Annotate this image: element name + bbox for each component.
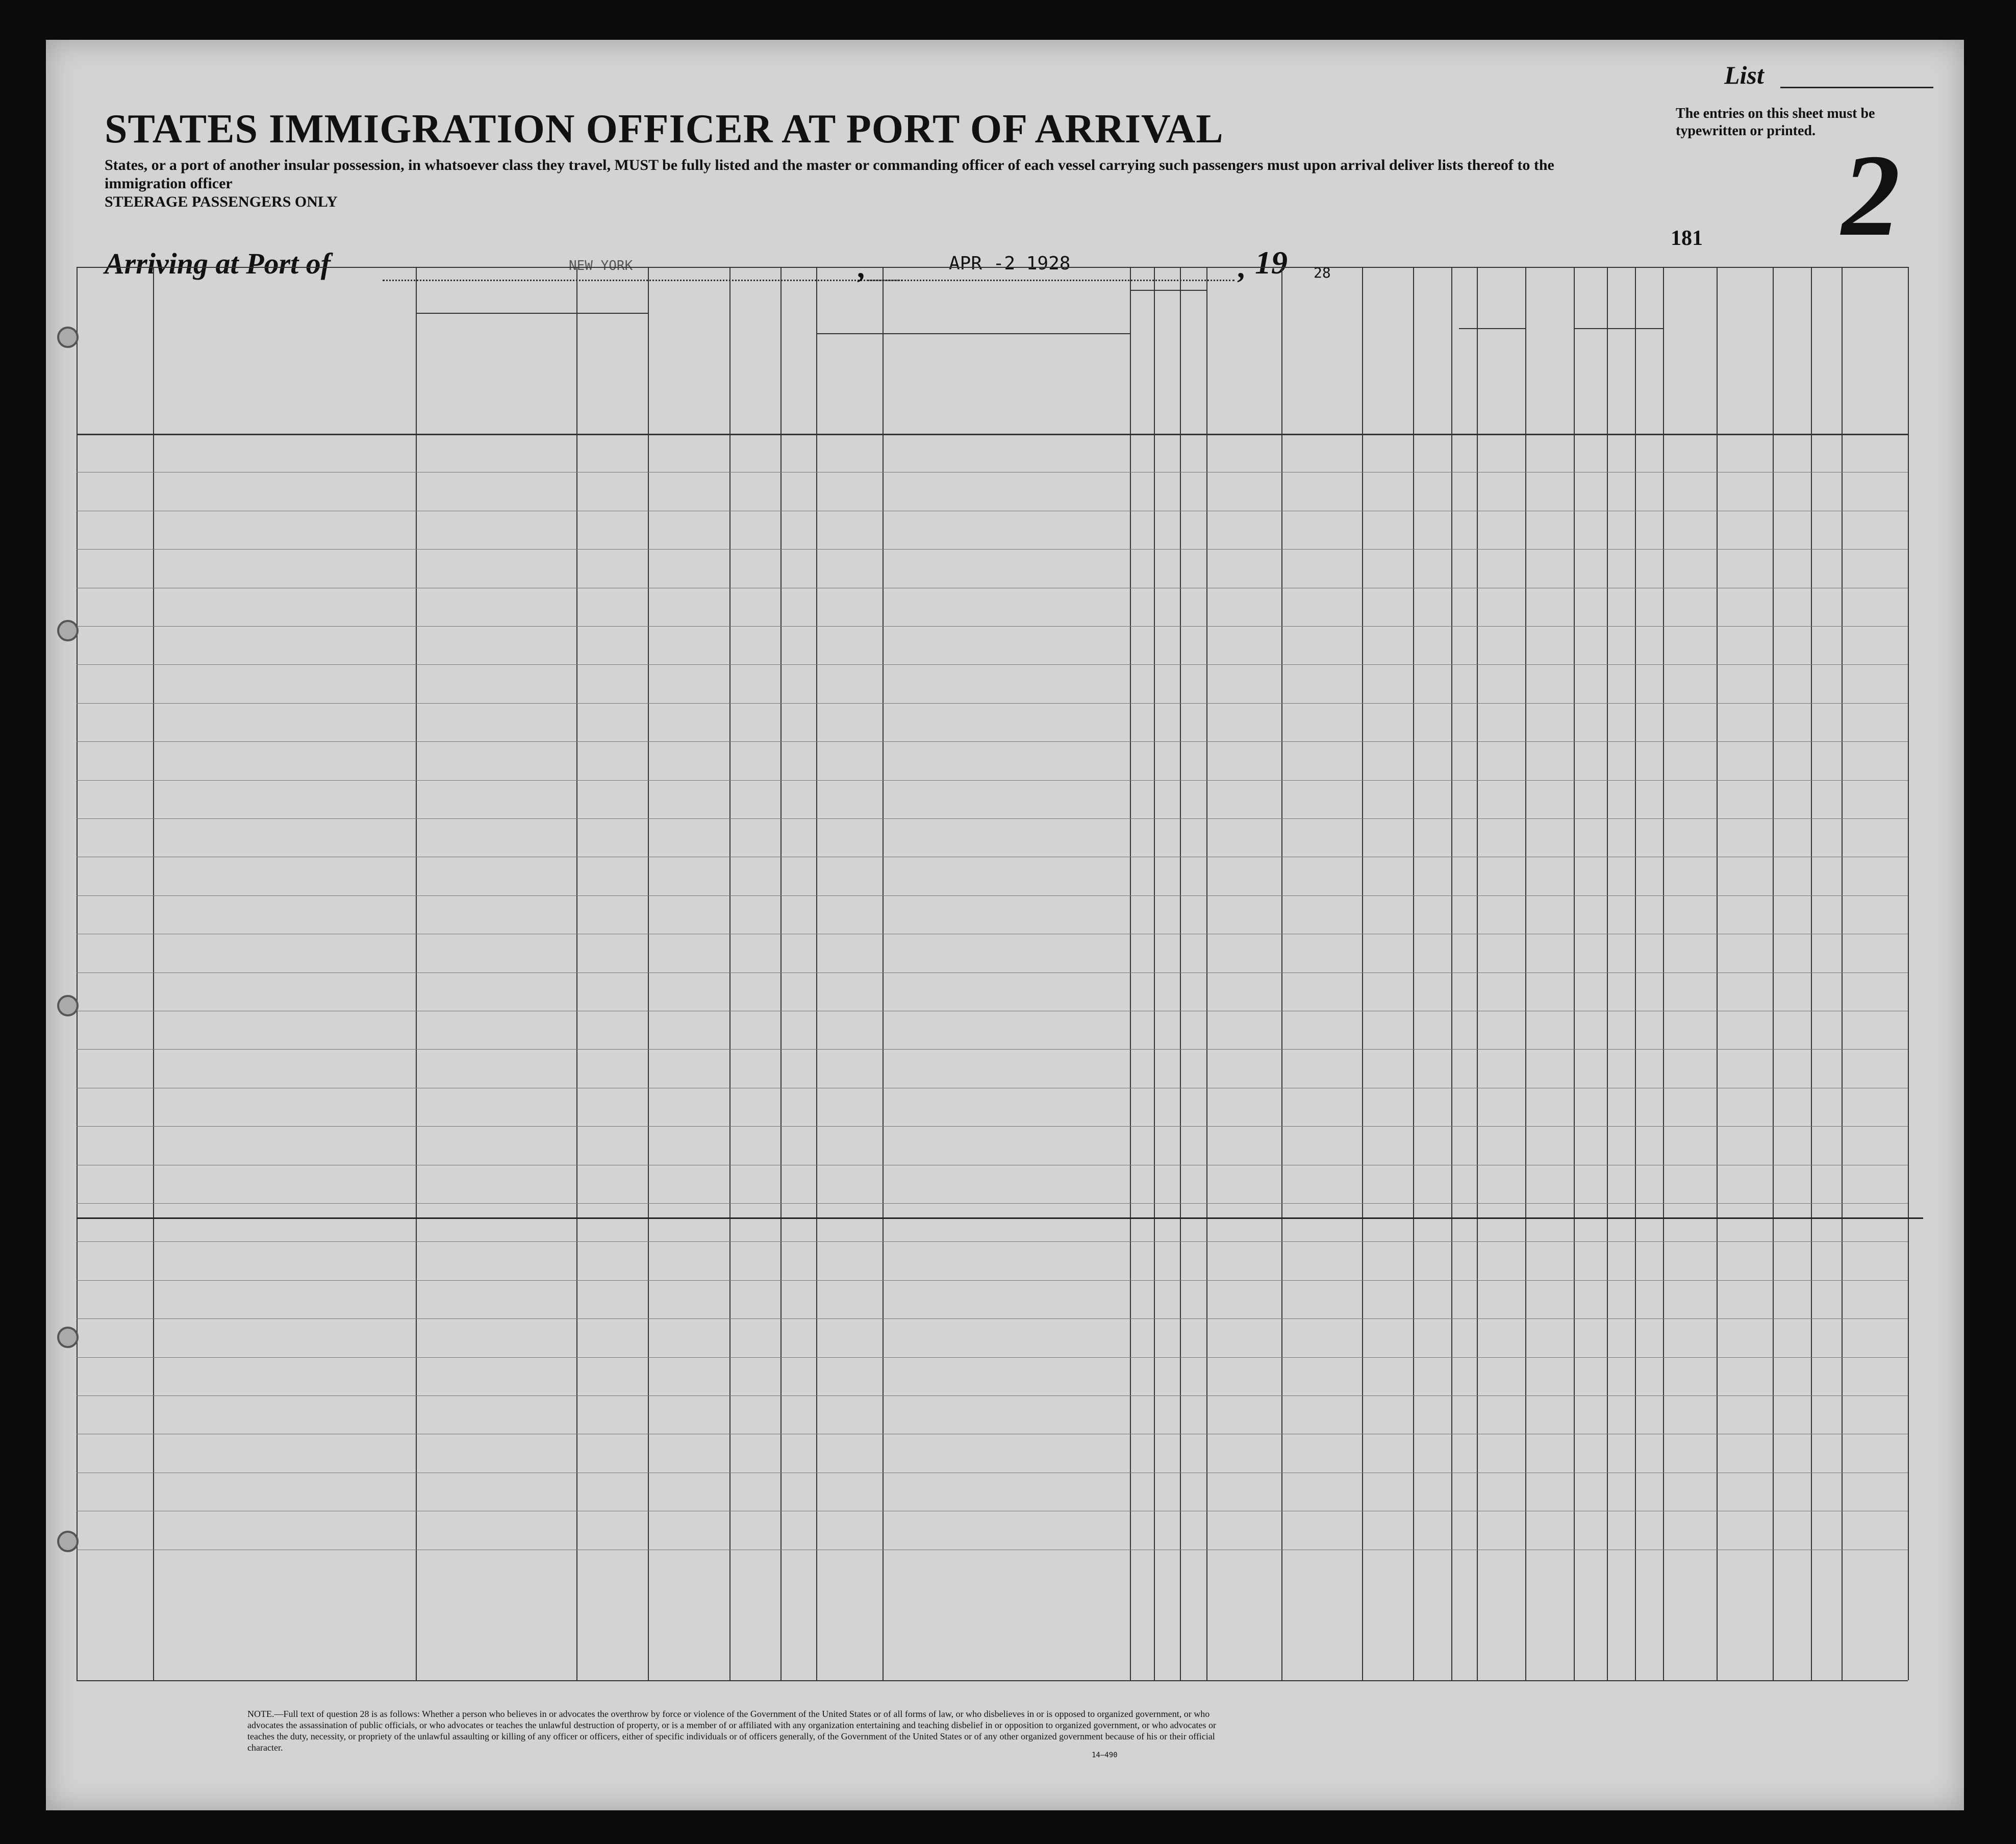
entries-note: The entries on this sheet must be typewritten or printed. [1676,106,1875,139]
date-line [867,280,1234,281]
column-rule [1180,267,1181,1680]
before-us-split [816,333,1130,334]
header-inches [1669,382,1684,428]
column-rule [1413,267,1414,1680]
column-rule [883,267,884,1680]
column-rule [1574,267,1575,1680]
header-purpose-c [1211,295,1233,422]
column-rule [1717,267,1718,1680]
column-rule [1607,267,1608,1680]
header-anarchist [1420,305,1435,422]
subtitle-text: States, or a port of another insular possession, in whatsoever class they travel, MUST be fully listed and the master or commanding officer of each vessel carrying such passengers must upon arrival deliver lists thereof to the immigration officer [105,157,1554,192]
column-rule [648,267,649,1680]
header-q29 [1481,295,1521,422]
date-stamp: APR -2 1928 [949,253,1071,274]
row-rule [77,895,1908,896]
punch-hole [57,995,79,1016]
column-rule [1842,267,1843,1680]
year-prefix: 19 [1255,244,1288,281]
header-polygamist [1369,305,1384,422]
final-destination-split [416,313,648,314]
column-rule [576,267,577,1680]
list-line [1780,87,1933,88]
row-rule [77,741,1908,742]
row-rule [77,1357,1908,1358]
row-rule [77,1318,1908,1319]
sheet-number: 181 [1671,227,1703,250]
form-number: 14—490 [1092,1751,1118,1759]
column-rule [816,267,817,1680]
header-q28 [1455,295,1473,422]
header-bottom-rule [77,434,1908,435]
column-rule [1811,267,1812,1680]
column-rule [1908,267,1909,1680]
page-title: STATES IMMIGRATION OFFICER AT PORT OF ARRIVAL [105,107,1224,152]
column-rule [1635,267,1636,1680]
column-rule [1130,267,1131,1680]
column-rule [729,267,730,1680]
header-prison [1286,295,1358,422]
punch-hole [57,327,79,348]
column-rule [416,267,417,1680]
row-rule [77,1126,1908,1127]
header-q30 [1529,295,1570,422]
row-rule [77,1241,1908,1242]
column-rule [77,267,78,1680]
row-rule [77,1280,1908,1281]
column-rule [153,267,154,1680]
row-rule [77,703,1908,704]
punch-hole [57,1531,79,1552]
column-rule [1525,267,1526,1680]
column-rule [1773,267,1774,1680]
port-value: NEW YORK [569,258,633,273]
row-rule [77,818,1908,819]
punch-hole [57,620,79,641]
table-top-rule [77,267,1908,268]
year-suffix: 28 [1314,264,1331,281]
purpose-split [1130,290,1206,291]
column-rule [780,267,782,1680]
column-rule [1362,267,1363,1680]
steerage-text: STEERAGE PASSENGERS ONLY [105,193,338,210]
header-purpose-b [1184,295,1207,422]
header-ticket [651,326,666,428]
column-rule [1663,267,1664,1680]
row-rule [77,780,1908,781]
comma-2: , [1237,251,1245,284]
header-money [786,326,806,428]
row-21-strike [77,1217,1923,1219]
row-rule [77,549,1908,550]
header-purpose-a [1158,295,1181,422]
row-rule [77,664,1908,665]
page-subtitle [105,156,1635,211]
row-rule [77,1049,1908,1050]
column-rule [1451,267,1452,1680]
handwritten-list-number: 2 [1842,130,1900,260]
list-label: List [1724,61,1764,89]
table-bottom-rule [77,1680,1908,1681]
column-rule [1206,267,1207,1680]
color-split [1574,328,1663,329]
column-rule [1281,267,1282,1680]
port-line [383,280,903,281]
punch-hole [57,1327,79,1348]
manifest-sheet [46,40,1964,1810]
column-rule [1477,267,1478,1680]
arriving-label: Arriving at Port of [105,247,331,280]
column-rule [1154,267,1155,1680]
comma-1: , [857,251,865,284]
row-rule [77,626,1908,627]
row-rule [77,1203,1908,1204]
header-feet [1641,387,1656,428]
footnote: NOTE.—Full text of question 28 is as follows: Whether a person who believes in or advocates the overthrow by force or violence of the Government of the United States or of all forms of law, or who disbelieves in or is opposed to organized government, or who advocates the assassination of public officials, or who advocates or teaches the unlawful destruction of property, or is a member of or affiliated with any organization entertaining and teaching disbelief in or opposition to organized government, or who advocates or teaches the duty, necessity, or propriety of the unlawful assaulting or killing of any officer or officers, either of specific individuals or of officers generally, of the Government of the United States or of any other organized government because of his or their official character. [247,1709,1216,1753]
